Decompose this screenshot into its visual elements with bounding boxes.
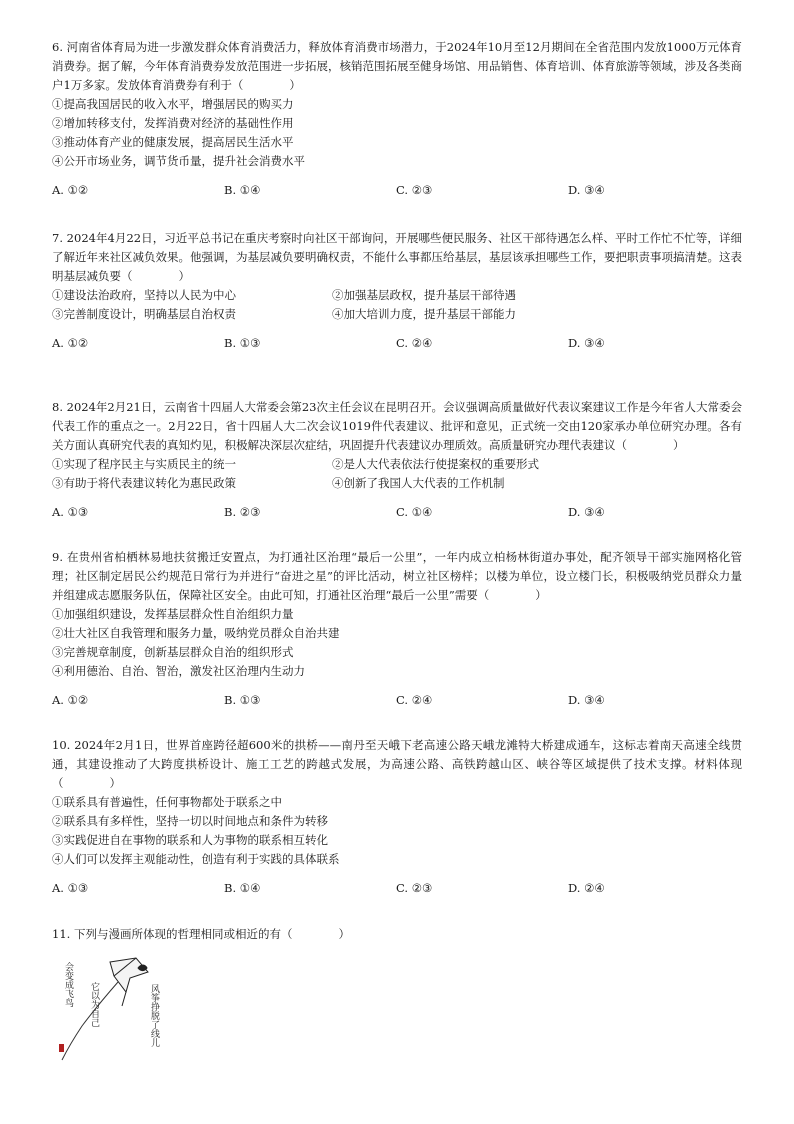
statement: ③实践促进自在事物的联系和人为事物的联系相互转化 — [52, 833, 328, 847]
option-c[interactable]: C. ②③ — [396, 881, 433, 895]
kite-cartoon — [54, 948, 172, 1066]
caption-1: 会变成飞鸟 — [63, 962, 73, 1007]
artist-seal — [59, 1044, 64, 1052]
statement: ①加强组织建设，发挥基层群众性自治组织力量 — [52, 607, 294, 621]
option-a[interactable]: A. ①② — [52, 693, 89, 707]
question-10 — [52, 736, 742, 898]
option-b[interactable]: B. ②③ — [224, 505, 261, 519]
statement: ④利用德治、自治、智治，激发社区治理内生动力 — [52, 664, 305, 678]
option-b[interactable]: B. ①④ — [224, 183, 261, 197]
statement: ③完善规章制度，创新基层群众自治的组织形式 — [52, 645, 294, 659]
statement: ③有助于将代表建议转化为惠民政策 — [52, 476, 236, 490]
answer-options — [52, 691, 742, 710]
statement-list — [52, 286, 742, 324]
question-stem: 10. 2024年2月1日，世界首座跨径超600米的拱桥——南丹至天峨下老高速公路天峨龙滩特大桥建成通车，这标志着南天高速全线贯通，其建设推动了大跨度拱桥设计、施工工艺的跨越式发展，为高速公路、高铁跨越山区、峡谷等区域提供了技术支撑。材料体现（ ） — [52, 738, 742, 790]
option-b[interactable]: B. ①④ — [224, 881, 261, 895]
question-11 — [52, 925, 742, 944]
statement: ④公开市场业务，调节货币量，提升社会消费水平 — [52, 154, 305, 168]
question-stem: 7. 2024年4月22日，习近平总书记在重庆考察时向社区干部询问，开展哪些便民服务、社区干部待遇怎么样、平时工作忙不忙等，详细了解近年来社区减负效果。他强调，为基层减负要明确权责，不能什么事都压给基层，基层该承担哪些工作，要把职责事项搞清楚。这表明基层减负要（ ） — [52, 231, 742, 283]
question-stem: 9. 在贵州省柏栖林易地扶贫搬迁安置点，为打通社区治理“最后一公里”，一年内成立柏杨林街道办事处，配齐领导干部实施网格化管理；社区制定居民公约规范日常行为并进行“奋进之星”的评比活动，树立社区榜样；以楼为单位，设立楼门长，积极吸纳党员群众力量并组建成志愿服务队伍，保障社区安全。由此可知，打通社区治理“最后一公里”需要（ ） — [52, 550, 742, 602]
question-6 — [52, 38, 742, 200]
answer-options — [52, 503, 742, 522]
caption-2: 它以为自己 — [89, 982, 99, 1027]
option-c[interactable]: C. ②③ — [396, 183, 433, 197]
statement-list — [52, 455, 742, 493]
option-a[interactable]: A. ①③ — [52, 505, 89, 519]
statement: ②加强基层政权，提升基层干部待遇 — [332, 288, 516, 302]
option-a[interactable]: A. ①② — [52, 183, 89, 197]
option-c[interactable]: C. ②④ — [396, 336, 433, 350]
answer-options — [52, 334, 742, 353]
option-d[interactable]: D. ②④ — [568, 881, 605, 895]
option-d[interactable]: D. ③④ — [568, 336, 605, 350]
statement: ①提高我国居民的收入水平，增强居民的购买力 — [52, 97, 294, 111]
statement: ②是人大代表依法行使提案权的重要形式 — [332, 457, 539, 471]
statement-list — [52, 605, 742, 681]
statement: ①实现了程序民主与实质民主的统一 — [52, 457, 236, 471]
option-c[interactable]: C. ②④ — [396, 693, 433, 707]
answer-options — [52, 879, 742, 898]
option-d[interactable]: D. ③④ — [568, 505, 605, 519]
kite-icon — [110, 958, 148, 1006]
option-d[interactable]: D. ③④ — [568, 183, 605, 197]
statement-list — [52, 793, 742, 869]
answer-options — [52, 181, 742, 200]
statement: ①联系具有普遍性，任何事物都处于联系之中 — [52, 795, 282, 809]
question-9 — [52, 548, 742, 710]
option-a[interactable]: A. ①③ — [52, 881, 89, 895]
statement: ③完善制度设计，明确基层自治权责 — [52, 307, 236, 321]
caption-3: 风筝挣脱了线儿 — [149, 984, 159, 1047]
statement: ①建设法治政府，坚持以人民为中心 — [52, 288, 236, 302]
question-8 — [52, 398, 742, 522]
question-stem: 6. 河南省体育局为进一步激发群众体育消费活力，释放体育消费市场潜力，于2024年10月至12月期间在全省范围内发放1000万元体育消费券。据了解，今年体育消费券发放范围进一步拓展，核销范围拓展至健身场馆、用品销售、体育培训、体育旅游等领域，涉及各类商户1万多家。发放体育消费券有利于（ ） — [52, 40, 742, 92]
statement-list — [52, 95, 742, 171]
statement: ②壮大社区自我管理和服务力量，吸纳党员群众自治共建 — [52, 626, 340, 640]
statement: ②增加转移支付，发挥消费对经济的基础性作用 — [52, 116, 294, 130]
question-stem: 11. 下列与漫画所体现的哲理相同或相近的有（ ） — [52, 927, 350, 941]
statement: ④人们可以发挥主观能动性，创造有利于实践的具体联系 — [52, 852, 340, 866]
statement: ②联系具有多样性，坚持一切以时间地点和条件为转移 — [52, 814, 328, 828]
option-a[interactable]: A. ①② — [52, 336, 89, 350]
statement: ④创新了我国人大代表的工作机制 — [332, 476, 505, 490]
option-c[interactable]: C. ①④ — [396, 505, 433, 519]
question-7 — [52, 229, 742, 353]
option-b[interactable]: B. ①③ — [224, 336, 261, 350]
statement: ④加大培训力度，提升基层干部能力 — [332, 307, 516, 321]
statement: ③推动体育产业的健康发展，提高居民生活水平 — [52, 135, 294, 149]
option-d[interactable]: D. ③④ — [568, 693, 605, 707]
option-b[interactable]: B. ①③ — [224, 693, 261, 707]
question-stem: 8. 2024年2月21日，云南省十四届人大常委会第23次主任会议在昆明召开。会议强调高质量做好代表议案建议工作是今年省人大常委会代表工作的重点之一。2月22日，省十四届人大二次会议1019件代表建议、批评和意见，正式统一交由120家承办单位研究办理。各有关方面认真研究代表的真知灼见，积极解决深层次症结，巩固提升代表建议办理质效。高质量研究办理代表建议（ ） — [52, 400, 742, 452]
